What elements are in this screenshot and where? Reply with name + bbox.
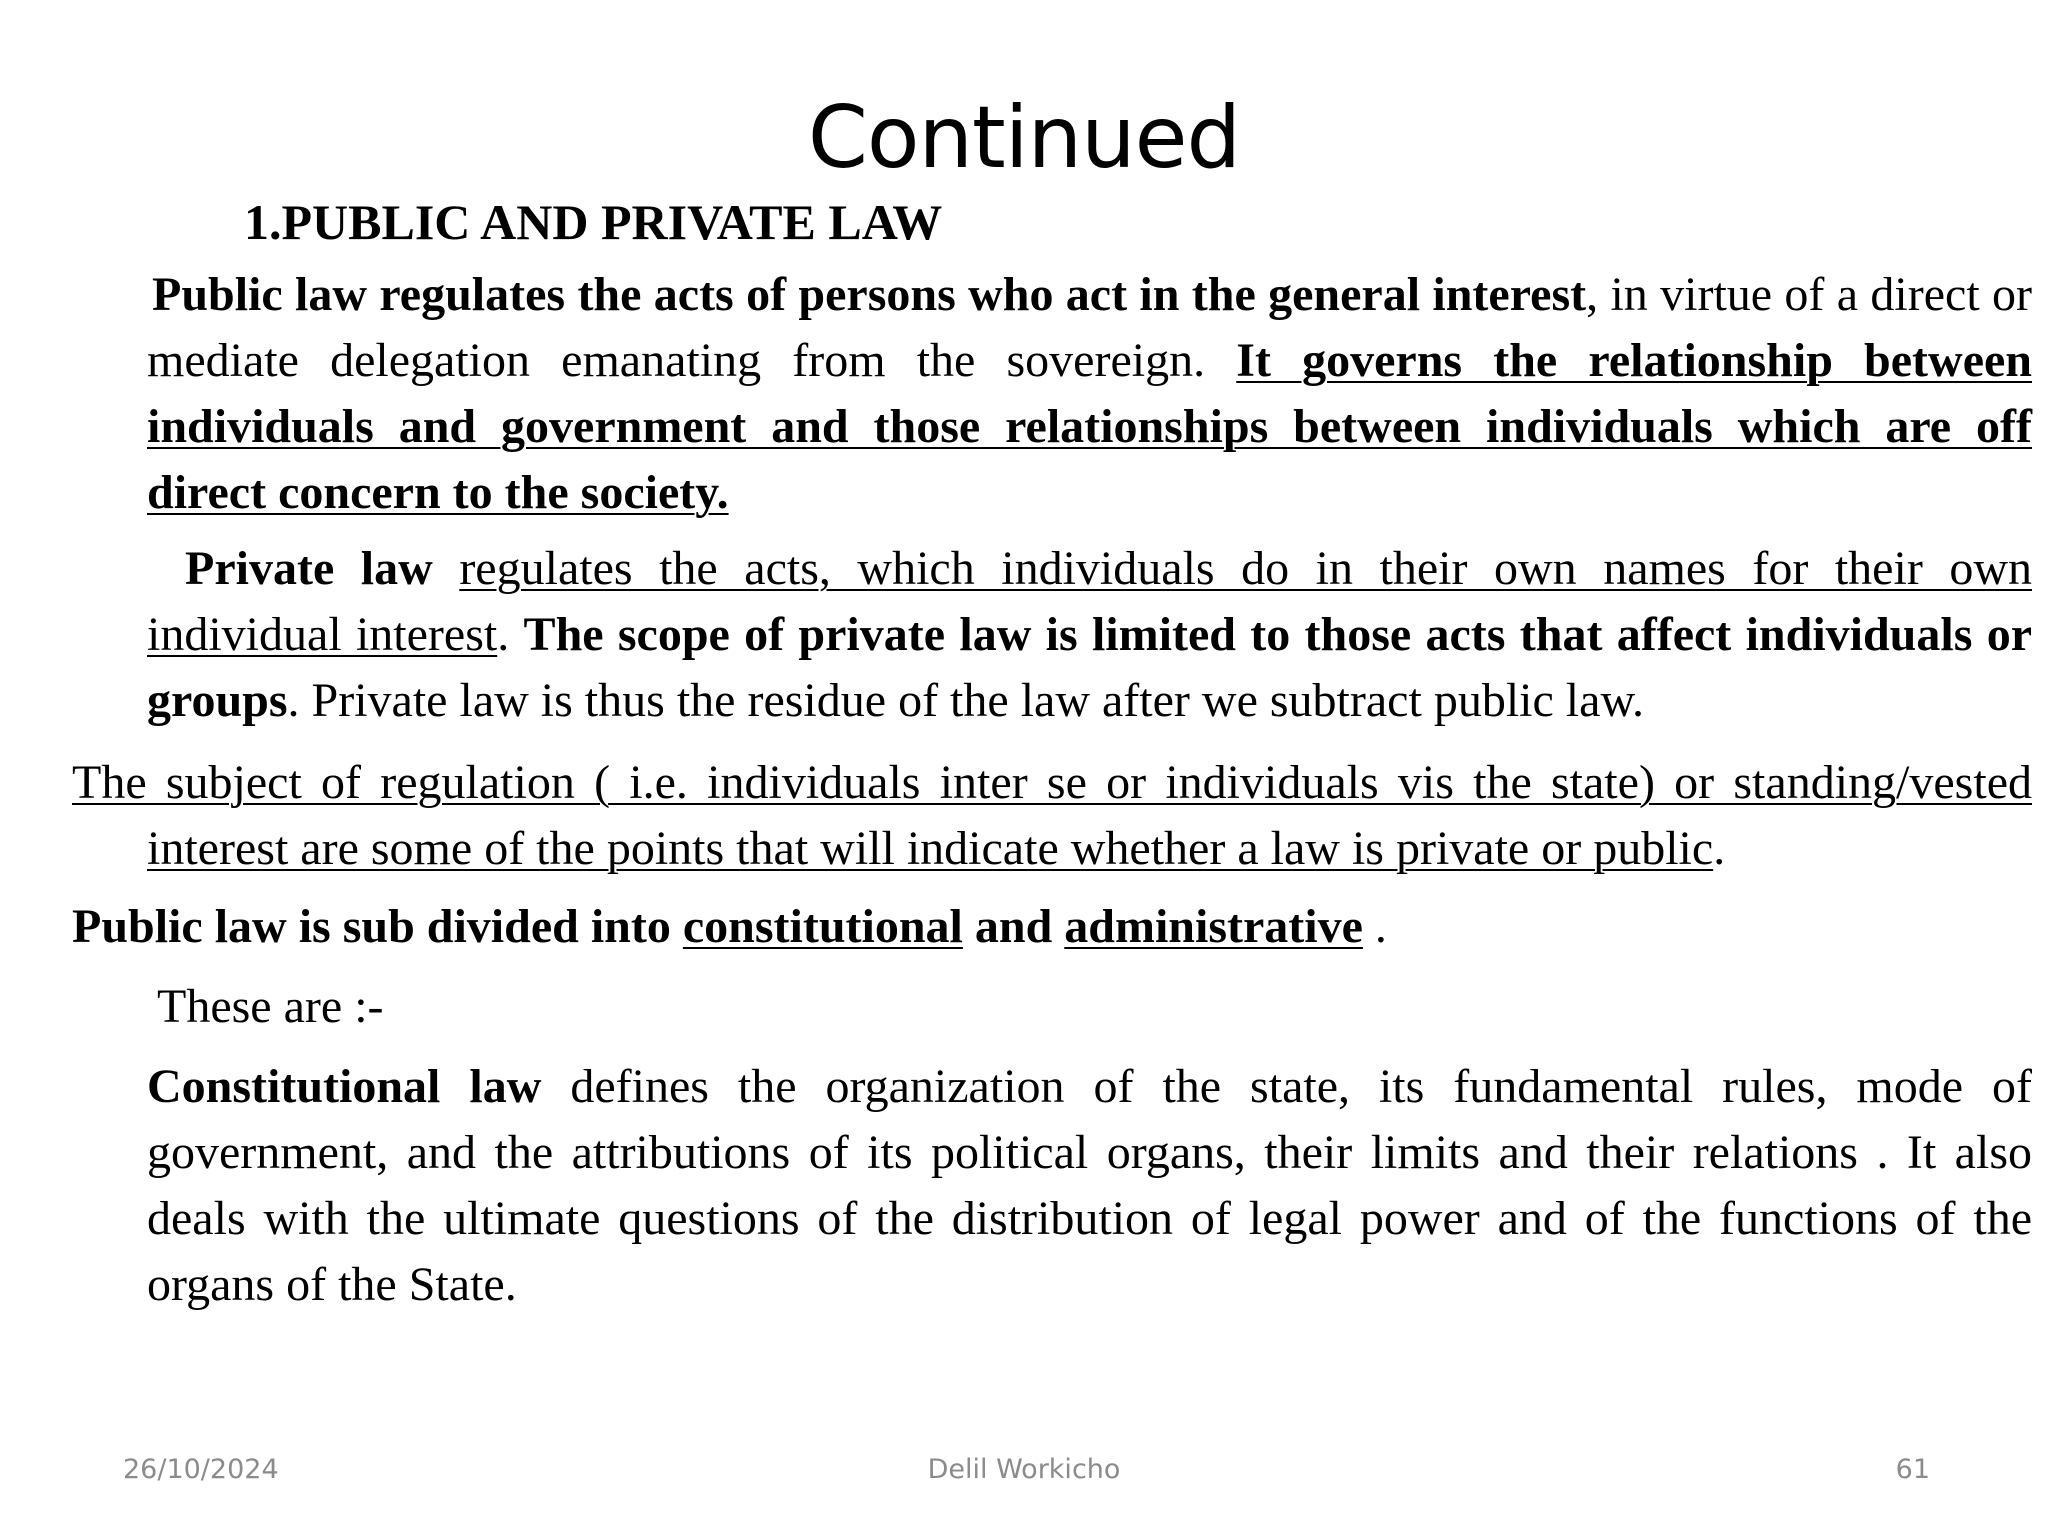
constitutional-term: constitutional (682, 900, 963, 953)
section-heading: 1.PUBLIC AND PRIVATE LAW (244, 194, 943, 250)
footer-date: 26/10/2024 (123, 1454, 279, 1485)
private-law-lead: Private law (185, 542, 433, 595)
public-law-block (72, 262, 2032, 734)
constitutional-law-text: defines the organization of the state, its fundamental rules, mode of government, and the attributions of its political organs, their limits and their relations . It also deals with the ultimate questions of the distribution of legal power and of the functions of the organs of the State. (147, 1060, 2033, 1311)
private-law-scope: The scope of private law is limited to those acts that affect individuals or groups (147, 608, 2033, 727)
slide-body (72, 190, 2032, 1318)
administrative-term: administrative (1064, 900, 1363, 953)
slide-title: Continued (807, 88, 1241, 188)
footer-author: Delil Workicho (927, 1454, 1121, 1485)
private-law-paragraph (147, 536, 2032, 734)
divided-and: and (962, 900, 1065, 953)
divided-lead: Public law is sub divided into (72, 900, 683, 953)
footer-page-number: 61 (1895, 1454, 1930, 1485)
constitutional-law-paragraph (147, 1054, 2032, 1318)
these-are-line: These are :- (157, 980, 384, 1033)
public-law-text: , in virtue of a direct or mediate delegation emanating from the sovereign. (147, 268, 2032, 387)
public-law-paragraph (147, 262, 2032, 526)
constitutional-law-block (72, 1054, 2032, 1318)
subject-period: . (1713, 822, 1726, 875)
public-law-emphasis: It governs the relationship between individuals and government and those relationships between individuals which are off direct concern to the society. (147, 334, 2032, 519)
private-law-text: . Private law is thus the residue of the law after we subtract public law. (287, 674, 1644, 727)
private-law-period: . (497, 608, 524, 661)
subject-underlined: The subject of regulation ( i.e. individuals inter se or individuals vis the state) or standing/vested interest are some of the points that will indicate whether a law is private or public (72, 756, 2032, 875)
public-law-lead: Public law regulates the acts of persons who act in the general interest (152, 268, 1587, 321)
subject-paragraph (72, 750, 2032, 882)
divided-tail: . (1362, 900, 1387, 953)
divided-paragraph (72, 894, 2032, 960)
private-law-underlined: regulates the acts, which individuals do in their own names for their own individual interest (147, 542, 2033, 661)
constitutional-law-lead: Constitutional law (147, 1060, 542, 1113)
